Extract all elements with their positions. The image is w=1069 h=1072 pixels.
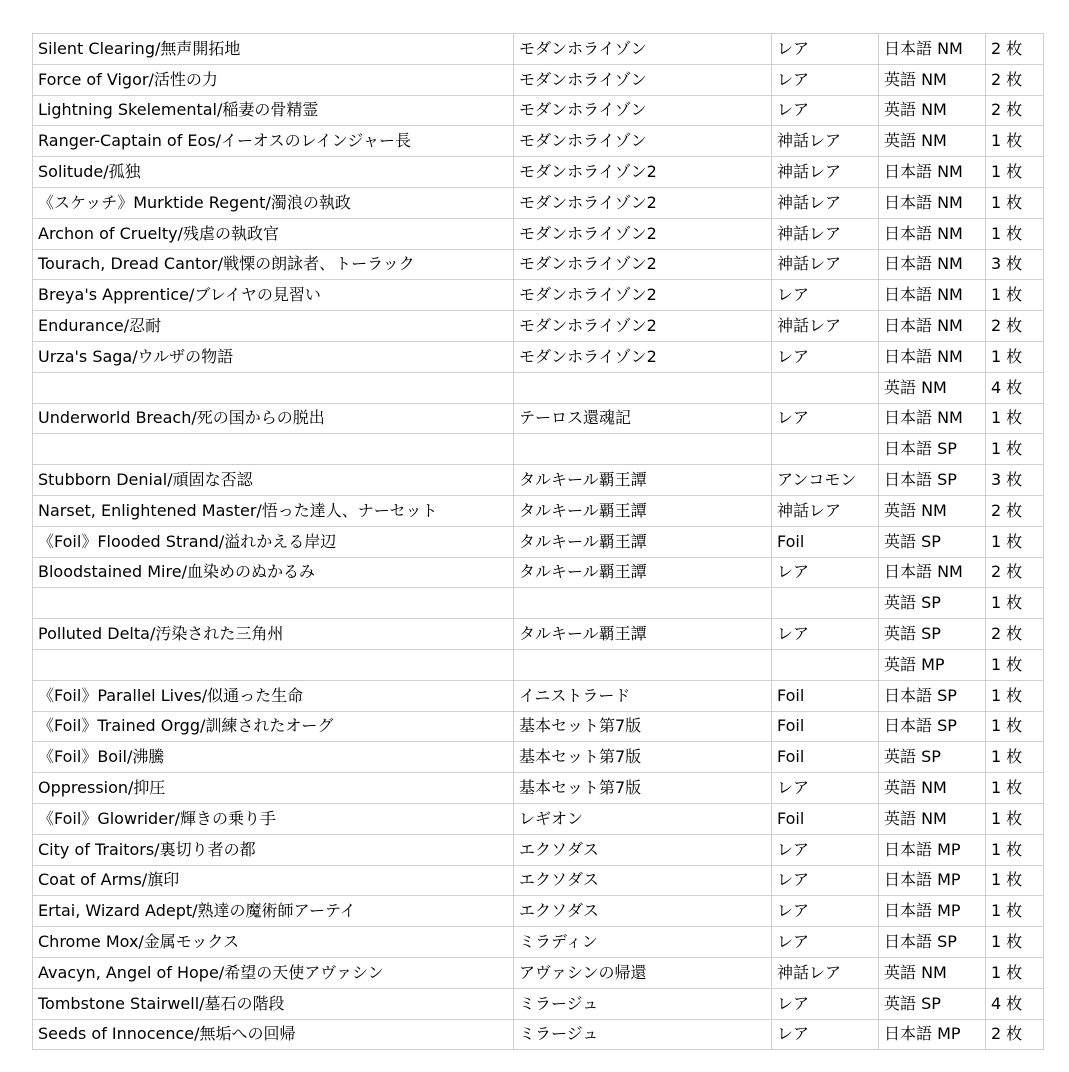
card-name-cell[interactable]: Urza's Saga/ウルザの物語	[33, 341, 514, 372]
quantity-cell[interactable]: 1 枚	[986, 157, 1044, 188]
rarity-cell[interactable]: 神話レア	[772, 311, 879, 342]
language-condition-cell[interactable]: 英語 NM	[879, 95, 986, 126]
table-row	[33, 126, 1044, 157]
table-row	[33, 311, 1044, 342]
table-row	[33, 865, 1044, 896]
rarity-cell[interactable]: 神話レア	[772, 187, 879, 218]
quantity-cell[interactable]: 2 枚	[986, 64, 1044, 95]
set-name-cell[interactable]: レギオン	[514, 803, 772, 834]
language-condition-cell[interactable]: 英語 NM	[879, 372, 986, 403]
rarity-cell[interactable]: 神話レア	[772, 157, 879, 188]
language-condition-cell[interactable]: 日本語 NM	[879, 218, 986, 249]
table-row	[33, 649, 1044, 680]
card-name-cell[interactable]: Underworld Breach/死の国からの脱出	[33, 403, 514, 434]
set-name-cell[interactable]: テーロス還魂記	[514, 403, 772, 434]
set-name-cell[interactable]: タルキール覇王譚	[514, 526, 772, 557]
rarity-cell[interactable]	[772, 372, 879, 403]
rarity-cell[interactable]	[772, 588, 879, 619]
card-name-cell[interactable]: Silent Clearing/無声開拓地	[33, 34, 514, 65]
table-row	[33, 834, 1044, 865]
language-condition-cell[interactable]: 英語 NM	[879, 126, 986, 157]
quantity-cell[interactable]: 3 枚	[986, 249, 1044, 280]
table-row	[33, 1019, 1044, 1050]
set-name-cell[interactable]: タルキール覇王譚	[514, 619, 772, 650]
set-name-cell[interactable]: アヴァシンの帰還	[514, 957, 772, 988]
quantity-cell[interactable]: 1 枚	[986, 896, 1044, 927]
card-name-cell[interactable]: Narset, Enlightened Master/悟った達人、ナーセット	[33, 495, 514, 526]
language-condition-cell[interactable]: 日本語 SP	[879, 927, 986, 958]
rarity-cell[interactable]: レア	[772, 865, 879, 896]
language-condition-cell[interactable]: 日本語 NM	[879, 157, 986, 188]
set-name-cell[interactable]: モダンホライゾン2	[514, 157, 772, 188]
rarity-cell[interactable]	[772, 434, 879, 465]
card-name-cell[interactable]: Bloodstained Mire/血染めのぬかるみ	[33, 557, 514, 588]
set-name-cell[interactable]: モダンホライゾン	[514, 64, 772, 95]
set-name-cell[interactable]: モダンホライゾン2	[514, 311, 772, 342]
rarity-cell[interactable]: 神話レア	[772, 218, 879, 249]
language-condition-cell[interactable]: 英語 NM	[879, 495, 986, 526]
rarity-cell[interactable]: Foil	[772, 526, 879, 557]
set-name-cell[interactable]: エクソダス	[514, 865, 772, 896]
set-name-cell[interactable]: タルキール覇王譚	[514, 465, 772, 496]
table-row	[33, 465, 1044, 496]
table-row	[33, 588, 1044, 619]
rarity-cell[interactable]: 神話レア	[772, 957, 879, 988]
set-name-cell[interactable]	[514, 649, 772, 680]
table-row	[33, 34, 1044, 65]
rarity-cell[interactable]: Foil	[772, 711, 879, 742]
quantity-cell[interactable]: 2 枚	[986, 95, 1044, 126]
quantity-cell[interactable]: 1 枚	[986, 711, 1044, 742]
set-name-cell[interactable]: 基本セット第7版	[514, 742, 772, 773]
card-name-cell[interactable]: Oppression/抑圧	[33, 773, 514, 804]
rarity-cell[interactable]: レア	[772, 896, 879, 927]
rarity-cell[interactable]: レア	[772, 280, 879, 311]
table-row	[33, 526, 1044, 557]
card-name-cell[interactable]: Coat of Arms/旗印	[33, 865, 514, 896]
card-name-cell[interactable]: Ranger-Captain of Eos/イーオスのレインジャー長	[33, 126, 514, 157]
table-row	[33, 957, 1044, 988]
set-name-cell[interactable]: タルキール覇王譚	[514, 495, 772, 526]
table-row	[33, 280, 1044, 311]
quantity-cell[interactable]: 1 枚	[986, 526, 1044, 557]
card-name-cell[interactable]: Ertai, Wizard Adept/熟達の魔術師アーテイ	[33, 896, 514, 927]
set-name-cell[interactable]: ミラージュ	[514, 1019, 772, 1050]
rarity-cell[interactable]: レア	[772, 1019, 879, 1050]
rarity-cell[interactable]: レア	[772, 95, 879, 126]
rarity-cell[interactable]: レア	[772, 834, 879, 865]
card-name-cell[interactable]: Polluted Delta/汚染された三角州	[33, 619, 514, 650]
rarity-cell[interactable]: レア	[772, 403, 879, 434]
language-condition-cell[interactable]: 英語 NM	[879, 957, 986, 988]
set-name-cell[interactable]: モダンホライゾン	[514, 126, 772, 157]
language-condition-cell[interactable]: 日本語 MP	[879, 896, 986, 927]
rarity-cell[interactable]: レア	[772, 557, 879, 588]
rarity-cell[interactable]: レア	[772, 34, 879, 65]
set-name-cell[interactable]: モダンホライゾン2	[514, 249, 772, 280]
quantity-cell[interactable]: 1 枚	[986, 742, 1044, 773]
set-name-cell[interactable]: モダンホライゾン2	[514, 341, 772, 372]
table-row	[33, 896, 1044, 927]
language-condition-cell[interactable]: 日本語 SP	[879, 465, 986, 496]
language-condition-cell[interactable]: 英語 SP	[879, 619, 986, 650]
table-row	[33, 403, 1044, 434]
card-name-cell[interactable]	[33, 372, 514, 403]
card-name-cell[interactable]: Tourach, Dread Cantor/戦慄の朗詠者、トーラック	[33, 249, 514, 280]
language-condition-cell[interactable]: 日本語 NM	[879, 341, 986, 372]
set-name-cell[interactable]: 基本セット第7版	[514, 711, 772, 742]
quantity-cell[interactable]: 2 枚	[986, 557, 1044, 588]
table-row	[33, 557, 1044, 588]
rarity-cell[interactable]: 神話レア	[772, 495, 879, 526]
quantity-cell[interactable]: 2 枚	[986, 311, 1044, 342]
card-name-cell[interactable]	[33, 588, 514, 619]
card-name-cell[interactable]	[33, 649, 514, 680]
quantity-cell[interactable]: 1 枚	[986, 649, 1044, 680]
rarity-cell[interactable]: 神話レア	[772, 249, 879, 280]
quantity-cell[interactable]: 2 枚	[986, 34, 1044, 65]
set-name-cell[interactable]: イニストラード	[514, 680, 772, 711]
quantity-cell[interactable]: 1 枚	[986, 803, 1044, 834]
table-row	[33, 711, 1044, 742]
language-condition-cell[interactable]: 日本語 NM	[879, 280, 986, 311]
quantity-cell[interactable]: 1 枚	[986, 341, 1044, 372]
table-row	[33, 341, 1044, 372]
language-condition-cell[interactable]: 英語 NM	[879, 803, 986, 834]
table-row	[33, 742, 1044, 773]
language-condition-cell[interactable]: 英語 SP	[879, 588, 986, 619]
table-row	[33, 495, 1044, 526]
table-row	[33, 803, 1044, 834]
set-name-cell[interactable]	[514, 372, 772, 403]
quantity-cell[interactable]: 4 枚	[986, 372, 1044, 403]
rarity-cell[interactable]	[772, 649, 879, 680]
language-condition-cell[interactable]: 日本語 MP	[879, 834, 986, 865]
card-name-cell[interactable]: 《Foil》Glowrider/輝きの乗り手	[33, 803, 514, 834]
table-row	[33, 372, 1044, 403]
card-name-cell[interactable]: Archon of Cruelty/残虐の執政官	[33, 218, 514, 249]
table-row	[33, 95, 1044, 126]
language-condition-cell[interactable]: 日本語 SP	[879, 711, 986, 742]
card-name-cell[interactable]: Endurance/忍耐	[33, 311, 514, 342]
language-condition-cell[interactable]: 日本語 SP	[879, 680, 986, 711]
card-name-cell[interactable]: Seeds of Innocence/無垢への回帰	[33, 1019, 514, 1050]
set-name-cell[interactable]: モダンホライゾン2	[514, 280, 772, 311]
quantity-cell[interactable]: 2 枚	[986, 619, 1044, 650]
card-name-cell[interactable]: Breya's Apprentice/ブレイヤの見習い	[33, 280, 514, 311]
table-row	[33, 434, 1044, 465]
language-condition-cell[interactable]: 日本語 SP	[879, 434, 986, 465]
set-name-cell[interactable]: ミラディン	[514, 927, 772, 958]
table-row	[33, 988, 1044, 1019]
set-name-cell[interactable]: タルキール覇王譚	[514, 557, 772, 588]
language-condition-cell[interactable]: 英語 SP	[879, 742, 986, 773]
quantity-cell[interactable]: 1 枚	[986, 187, 1044, 218]
quantity-cell[interactable]: 1 枚	[986, 927, 1044, 958]
table-row	[33, 218, 1044, 249]
quantity-cell[interactable]: 1 枚	[986, 126, 1044, 157]
card-name-cell[interactable]: Tombstone Stairwell/墓石の階段	[33, 988, 514, 1019]
quantity-cell[interactable]: 1 枚	[986, 218, 1044, 249]
card-inventory-table	[32, 33, 1044, 1050]
set-name-cell[interactable]: 基本セット第7版	[514, 773, 772, 804]
language-condition-cell[interactable]: 日本語 NM	[879, 249, 986, 280]
rarity-cell[interactable]: レア	[772, 341, 879, 372]
rarity-cell[interactable]: アンコモン	[772, 465, 879, 496]
card-name-cell[interactable]: Force of Vigor/活性の力	[33, 64, 514, 95]
table-row	[33, 187, 1044, 218]
quantity-cell[interactable]: 1 枚	[986, 434, 1044, 465]
language-condition-cell[interactable]: 日本語 NM	[879, 187, 986, 218]
set-name-cell[interactable]	[514, 434, 772, 465]
rarity-cell[interactable]: レア	[772, 64, 879, 95]
quantity-cell[interactable]: 2 枚	[986, 495, 1044, 526]
language-condition-cell[interactable]: 英語 SP	[879, 526, 986, 557]
set-name-cell[interactable]: モダンホライゾン2	[514, 218, 772, 249]
set-name-cell[interactable]: モダンホライゾン	[514, 34, 772, 65]
card-name-cell[interactable]: City of Traitors/裏切り者の都	[33, 834, 514, 865]
quantity-cell[interactable]: 3 枚	[986, 465, 1044, 496]
card-name-cell[interactable]: Avacyn, Angel of Hope/希望の天使アヴァシン	[33, 957, 514, 988]
language-condition-cell[interactable]: 日本語 MP	[879, 1019, 986, 1050]
rarity-cell[interactable]: 神話レア	[772, 126, 879, 157]
quantity-cell[interactable]: 1 枚	[986, 588, 1044, 619]
table-row	[33, 249, 1044, 280]
language-condition-cell[interactable]: 日本語 NM	[879, 557, 986, 588]
rarity-cell[interactable]: Foil	[772, 803, 879, 834]
quantity-cell[interactable]: 1 枚	[986, 773, 1044, 804]
card-name-cell[interactable]: Stubborn Denial/頑固な否認	[33, 465, 514, 496]
quantity-cell[interactable]: 1 枚	[986, 280, 1044, 311]
language-condition-cell[interactable]: 日本語 NM	[879, 403, 986, 434]
language-condition-cell[interactable]: 日本語 NM	[879, 311, 986, 342]
set-name-cell[interactable]: モダンホライゾン	[514, 95, 772, 126]
card-name-cell[interactable]: 《Foil》Parallel Lives/似通った生命	[33, 680, 514, 711]
language-condition-cell[interactable]: 日本語 NM	[879, 34, 986, 65]
table-row	[33, 619, 1044, 650]
quantity-cell[interactable]: 1 枚	[986, 403, 1044, 434]
card-name-cell[interactable]: 《Foil》Flooded Strand/溢れかえる岸辺	[33, 526, 514, 557]
card-name-cell[interactable]: 《スケッチ》Murktide Regent/濁浪の執政	[33, 187, 514, 218]
table-row	[33, 680, 1044, 711]
language-condition-cell[interactable]: 英語 MP	[879, 649, 986, 680]
language-condition-cell[interactable]: 英語 SP	[879, 988, 986, 1019]
quantity-cell[interactable]: 4 枚	[986, 988, 1044, 1019]
rarity-cell[interactable]: レア	[772, 619, 879, 650]
quantity-cell[interactable]: 1 枚	[986, 865, 1044, 896]
language-condition-cell[interactable]: 英語 NM	[879, 64, 986, 95]
rarity-cell[interactable]: レア	[772, 988, 879, 1019]
card-name-cell[interactable]: Solitude/孤独	[33, 157, 514, 188]
quantity-cell[interactable]: 1 枚	[986, 834, 1044, 865]
set-name-cell[interactable]: エクソダス	[514, 896, 772, 927]
set-name-cell[interactable]	[514, 588, 772, 619]
set-name-cell[interactable]: モダンホライゾン2	[514, 187, 772, 218]
card-name-cell[interactable]: 《Foil》Trained Orgg/訓練されたオーグ	[33, 711, 514, 742]
language-condition-cell[interactable]: 日本語 MP	[879, 865, 986, 896]
rarity-cell[interactable]: レア	[772, 927, 879, 958]
quantity-cell[interactable]: 1 枚	[986, 680, 1044, 711]
card-name-cell[interactable]: 《Foil》Boil/沸騰	[33, 742, 514, 773]
language-condition-cell[interactable]: 英語 NM	[879, 773, 986, 804]
card-name-cell[interactable]: Lightning Skelemental/稲妻の骨精霊	[33, 95, 514, 126]
table-row	[33, 927, 1044, 958]
set-name-cell[interactable]: ミラージュ	[514, 988, 772, 1019]
table-row	[33, 64, 1044, 95]
quantity-cell[interactable]: 1 枚	[986, 957, 1044, 988]
rarity-cell[interactable]: Foil	[772, 742, 879, 773]
card-name-cell[interactable]: Chrome Mox/金属モックス	[33, 927, 514, 958]
quantity-cell[interactable]: 2 枚	[986, 1019, 1044, 1050]
rarity-cell[interactable]: レア	[772, 773, 879, 804]
table-row	[33, 773, 1044, 804]
set-name-cell[interactable]: エクソダス	[514, 834, 772, 865]
table-row	[33, 157, 1044, 188]
card-name-cell[interactable]	[33, 434, 514, 465]
card-inventory-body	[33, 34, 1044, 1050]
rarity-cell[interactable]: Foil	[772, 680, 879, 711]
